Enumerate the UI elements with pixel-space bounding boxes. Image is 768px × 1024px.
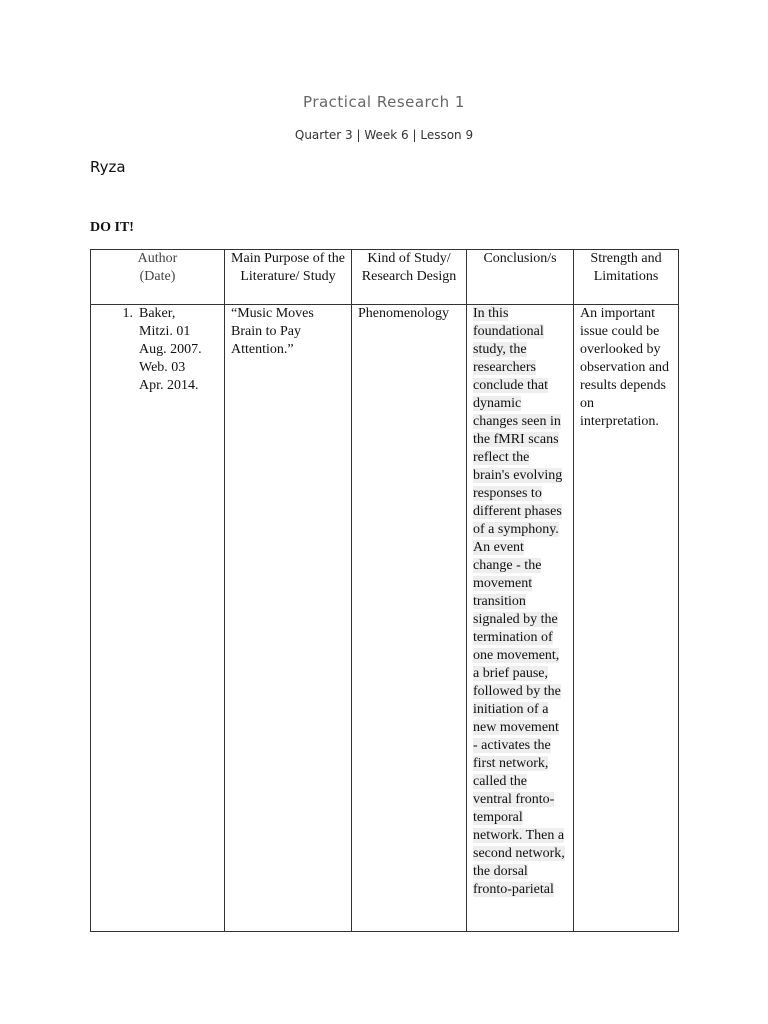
- cell-conclusion: [467, 305, 574, 932]
- cell-purpose: “Music Moves Brain to Pay Attention.”: [225, 305, 352, 932]
- document-title: Practical Research 1: [303, 93, 465, 111]
- header-kind: Kind of Study/ Research Design: [352, 250, 467, 305]
- header-purpose: Main Purpose of the Literature/ Study: [225, 250, 352, 305]
- cell-strength: An important issue could be overlooked by observation and results depends on interpretation.: [574, 305, 679, 932]
- cell-kind: Phenomenology: [352, 305, 467, 932]
- document-subtitle: Quarter 3 | Week 6 | Lesson 9: [294, 128, 474, 142]
- section-heading: DO IT!: [90, 220, 134, 235]
- student-name: Ryza: [90, 158, 126, 176]
- literature-table: [90, 249, 679, 932]
- table-row: [91, 305, 679, 932]
- header-strength: Strength and Limitations: [574, 250, 679, 305]
- header-conclusion: Conclusion/s: [467, 250, 574, 305]
- header-author: Author (Date): [91, 250, 225, 305]
- row-number: 1.: [122, 306, 133, 321]
- cell-author: [91, 305, 225, 932]
- table-header-row: [91, 250, 679, 305]
- conclusion-text: In this foundational study, the researchers conclude that dynamic changes seen in the fMRI scans reflect the brain's evolving responses to different phases of a symphony. An event change - the movement transition signaled by the termination of one movement, a brief pause, followed by the initiation of a new movement - activates the first network, called the ventral fronto-temporal network. Then a second network, the dorsal fronto-parietal: [473, 306, 565, 897]
- author-text: Baker, Mitzi. 01 Aug. 2007. Web. 03 Apr. 2014.: [139, 306, 202, 393]
